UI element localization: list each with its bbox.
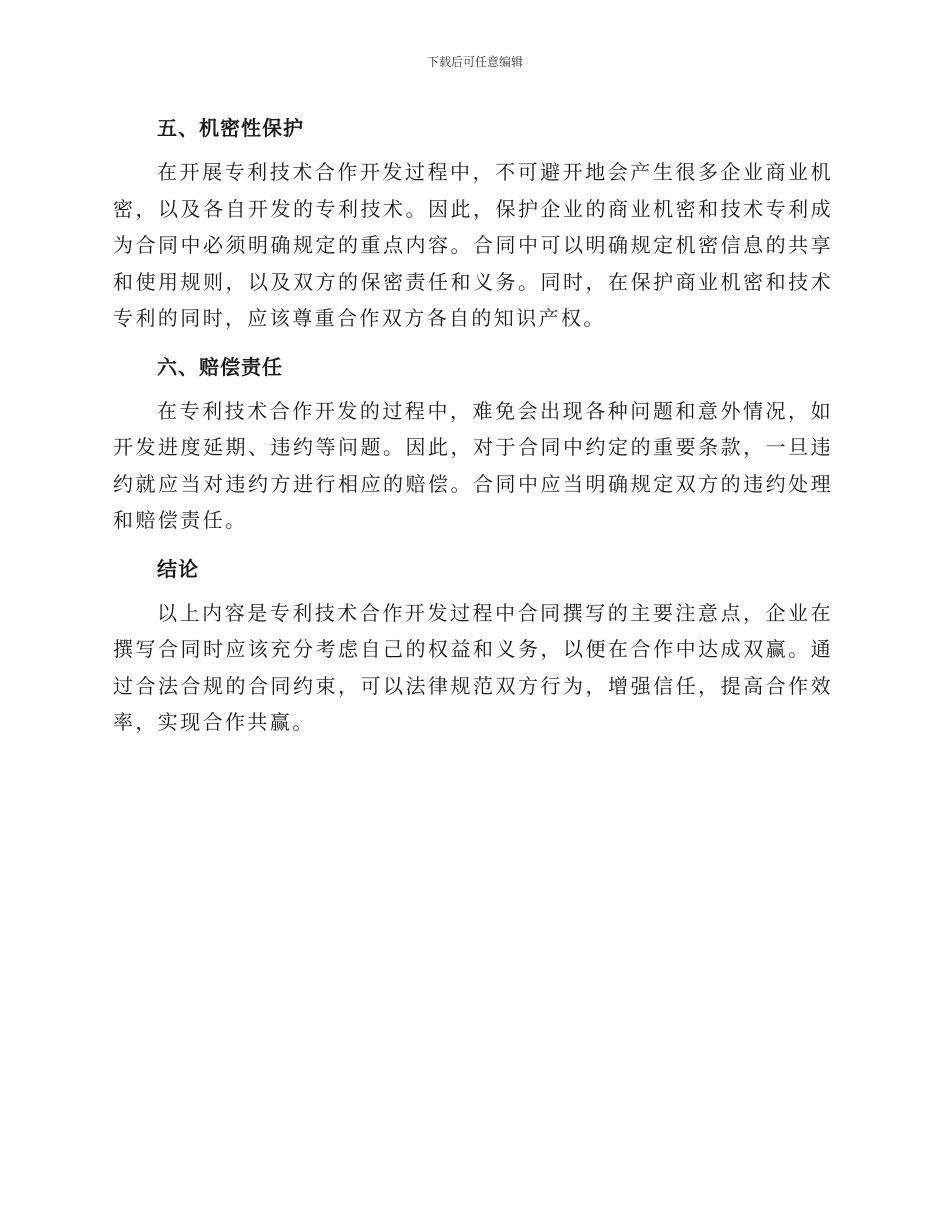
section-paragraph-conclusion: 以上内容是专利技术合作开发过程中合同撰写的主要注意点，企业在撰写合同时应该充分考虑自己的权益和义务，以便在合作中达成双赢。通过合法合规的合同约束，可以法律规范双方行为，增强信任，提高合作效率，实现合作共赢。 (113, 600, 833, 734)
page-header: 下载后可任意编辑 (426, 55, 523, 69)
section-compensation (113, 349, 833, 539)
section-confidentiality (113, 110, 833, 337)
section-heading-confidentiality: 五、机密性保护 (157, 116, 304, 140)
section-heading-conclusion: 结论 (157, 556, 199, 581)
section-paragraph-confidentiality: 在开展专利技术合作开发过程中，不可避开地会产生很多企业商业机密，以及各自开发的专利技术。因此，保护企业的商业机密和技术专利成为合同中必须明确规定的重点内容。合同中可以明确规定机密信息的共享和使用规则，以及双方的保密责任和义务。同时，在保护商业机密和技术专利的同时，应该尊重合作双方各自的知识产权。 (113, 160, 833, 330)
section-heading-compensation: 六、赔偿责任 (157, 354, 283, 379)
document-body (113, 110, 833, 753)
section-conclusion (113, 551, 833, 741)
section-paragraph-compensation: 在专利技术合作开发的过程中，难免会出现各种问题和意外情况，如开发进度延期、违约等问题。因此，对于合同中约定的重要条款，一旦违约就应当对违约方进行相应的赔偿。合同中应当明确规定双方的违约处理和赔偿责任。 (113, 398, 833, 532)
